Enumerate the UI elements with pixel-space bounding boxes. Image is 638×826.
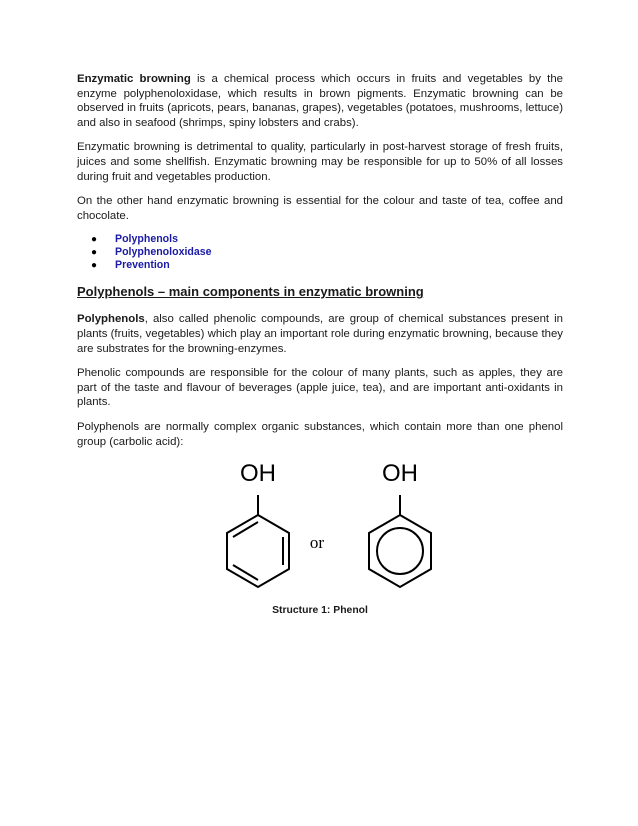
link-polyphenoloxidase[interactable]: Polyphenoloxidase (115, 246, 212, 259)
list-item (91, 233, 563, 246)
intro-term: Enzymatic browning (77, 73, 191, 85)
phenolic-paragraph: Phenolic compounds are responsible for the colour of many plants, such as apples, they are part of the taste and flavour of beverages (apple juice, tea), and are important anti-oxidants in plants. (77, 367, 563, 409)
section-heading: Polyphenols – main components in enzymatic browning (77, 284, 424, 300)
phenol-aromatic-structure (369, 495, 431, 587)
bullet-icon: ● (91, 234, 98, 246)
link-polyphenols[interactable]: Polyphenols (115, 233, 178, 246)
carbolic-paragraph: Polyphenols are normally complex organic substances, which contain more than one phenol group (carbolic acid): (77, 420, 563, 448)
quality-paragraph: Enzymatic browning is detrimental to quality, particularly in post-harvest storage of fresh fruits, juices and some shellfish. Enzymatic browning may be responsible for up to 50% of all losses during fruit and vegetables production. (77, 141, 563, 183)
polyphenols-term: Polyphenols (77, 313, 145, 326)
polyphenols-text: , also called phenolic compounds, are group of chemical substances present in plants (fruits, vegetables) which play an important role during enzymatic browning, because they are substrates for the browning-enzymes. (77, 313, 563, 355)
phenol-kekule-structure (227, 495, 289, 587)
link-prevention[interactable]: Prevention (115, 259, 170, 272)
left-oh-label: OH (240, 460, 276, 488)
list-item (91, 246, 563, 259)
document-page (77, 72, 563, 619)
phenol-structures-svg (77, 451, 563, 596)
right-oh-label: OH (382, 460, 418, 488)
polyphenols-paragraph (77, 312, 563, 356)
phenol-structure-figure (77, 451, 563, 596)
tea-paragraph: On the other hand enzymatic browning is essential for the colour and taste of tea, coffee and chocolate. (77, 195, 563, 222)
intro-text: is a chemical process which occurs in fruits and vegetables by the enzyme polyphenoloxidase, which results in brown pigments. Enzymatic browning can be observed in fruits (apricots, pears, bananas, grapes), vegetables (potatoes, mushrooms, lettuce) and also in seafood (shrimps, spiny lobsters and crabs). (77, 73, 563, 129)
topic-link-list (77, 233, 563, 272)
bullet-icon: ● (91, 247, 98, 259)
bullet-icon: ● (91, 260, 98, 272)
list-item (91, 259, 563, 272)
figure-caption: Structure 1: Phenol (272, 605, 368, 617)
or-text: or (309, 533, 325, 553)
intro-paragraph (77, 72, 563, 130)
